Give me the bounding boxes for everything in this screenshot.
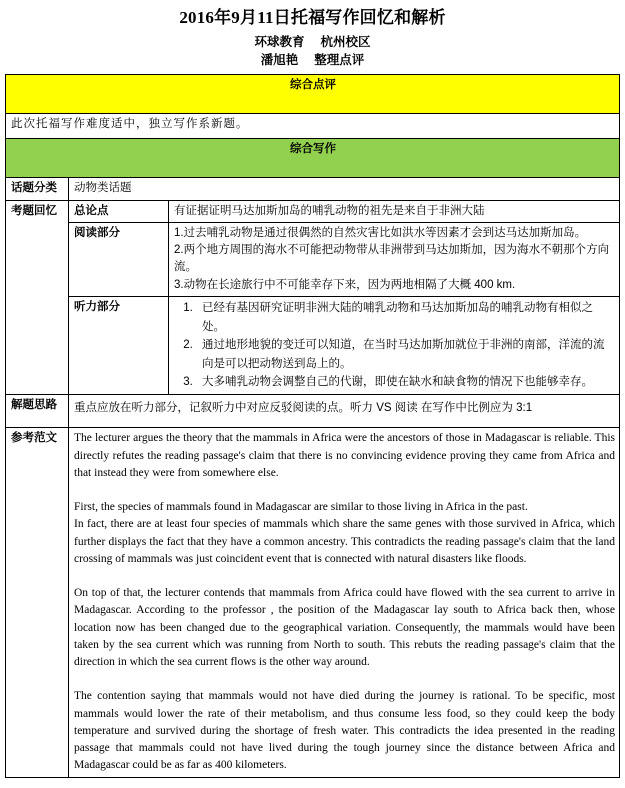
approach-label: 解题思路 [6,395,69,428]
reading-part-points [169,222,620,296]
main-argument-label: 总论点 [69,200,169,222]
listening-part-points [169,296,620,394]
essay-paragraph: On top of that, the lecturer contends that mammals from Africa could have flowed with the sea current to arrive in Madagascar. According to the professor , the position of the Madagascar lay south to Africa back then, whose location now has been changed due to the geographical variation. Consequently, the mammals would have been taken by the sea current which was running from North to south. This rebuts the reading passage's claim that the direction in which the sea current flows is the other way around. [74,587,615,669]
essay-paragraph: First, the species of mammals found in Madagascar are similar to those living in Africa in the past. [74,501,528,514]
author-role: 整理点评 [314,52,365,67]
reading-point: 3.动物在长途旅行中不可能幸存下来，因为两地相隔了大概 400 km. [174,278,516,291]
author-name: 潘旭艳 [260,52,299,67]
listening-points-list [174,299,615,392]
essay-paragraph: The lecturer argues the theory that the mammals in Africa were the ancestors of those in Madagascar is reliable. This directly refutes the reading passage's claim that there is no convincing evidence proving they came from Africa and that instead they were from somewhere else. [74,432,615,479]
reading-point: 1.过去哺乳动物是通过很偶然的自然灾害比如洪水等因素才会到达马达加斯加岛。 [174,226,587,239]
integrated-writing-banner: 综合写作 [6,139,620,178]
essay-paragraph: The contention saying that mammals would not have died during the journey is rational. To be specific, most mammals would lower the rate of their metabolism, and thus consume less food, so they could keep the body temperature and survived during the shortage of fresh water. This contradicts the idea presented in the reading passage that mammals could not have lived during the tough journey since the distance between Africa and Madagascar could be as far as 400 kilometers. [74,690,615,772]
essay-paragraph-spacer [74,671,615,688]
page-title: 2016年9月11日托福写作回忆和解析 [179,8,446,27]
listening-point: 1. 已经有基因研究证明非洲大陆的哺乳动物和马达加斯加岛的哺乳动物有相似之处。 [196,299,615,336]
listening-point: 3. 大多哺乳动物会调整自己的代谢，即使在缺水和缺食物的情况下也能够幸存。 [196,373,615,392]
subtitle-line-organization [0,34,625,52]
table-row-reading-part [6,222,620,296]
table-row-topic-category [6,178,620,200]
listening-part-label: 听力部分 [69,296,169,394]
campus-name: 杭州校区 [320,34,371,49]
table-row-overall-banner [6,75,620,114]
overall-review-banner: 综合点评 [6,75,620,114]
document-subtitle [0,34,625,70]
question-recall-label: 考题回忆 [6,200,69,394]
main-argument-value: 有证据证明马达加斯加岛的哺乳动物的祖先是来自于非洲大陆 [169,200,620,222]
essay-paragraph-spacer [74,482,615,499]
sample-essay-label: 参考范文 [6,428,69,777]
topic-category-label: 话题分类 [6,178,69,200]
reading-point: 2.两个地方周围的海水不可能把动物带从非洲带到马达加斯加，因为海水不朝那个方向流。 [174,244,610,274]
table-row-sample-essay [6,428,620,777]
topic-category-value: 动物类话题 [69,178,620,200]
table-row-main-argument [6,200,620,222]
sample-essay-body [69,428,620,777]
table-row-approach [6,395,620,428]
table-row-overall-note [6,114,620,139]
table-row-integrated-banner [6,139,620,178]
essay-paragraph-spacer [74,568,615,585]
subtitle-line-author [0,52,625,70]
organization-name: 环球教育 [254,34,305,49]
approach-value: 重点应放在听力部分，记叙听力中对应反驳阅读的点。听力 VS 阅读 在写作中比例应为 3:1 [69,395,620,428]
listening-point: 2. 通过地形地貌的变迁可以知道，在当时马达加斯加就位于非洲的南部，洋流的流向是可以把动物送到岛上的。 [196,336,615,373]
exam-recall-table [5,74,620,777]
reading-part-label: 阅读部分 [69,222,169,296]
table-row-listening-part [6,296,620,394]
overall-review-note: 此次托福写作难度适中，独立写作系新题。 [6,114,620,139]
essay-paragraph: In fact, there are at least four species of mammals which share the same genes with those survived in Africa, which further displays the fact that they have a common ancestry. This contradicts the reading passage's claim that the land crossing of mammals was just coincident event that is connected with natural disasters like floods. [74,518,615,565]
